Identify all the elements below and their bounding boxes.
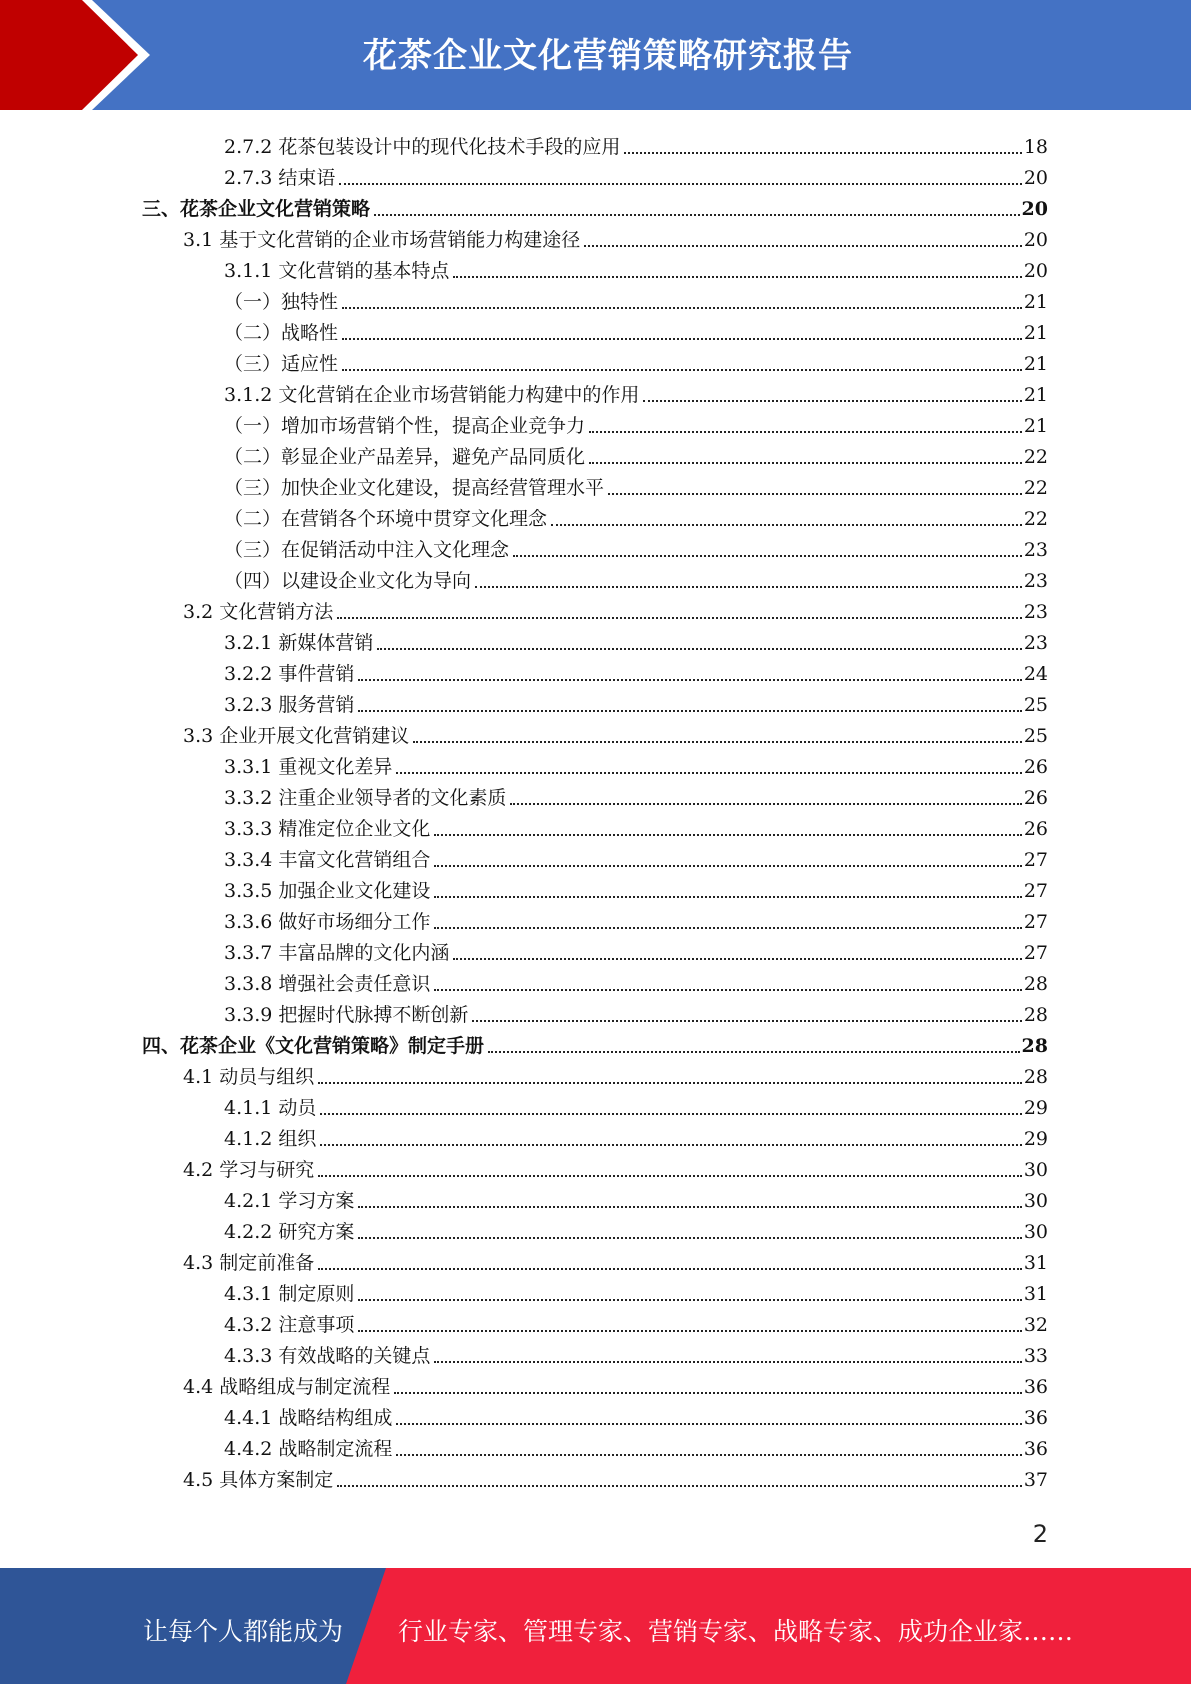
toc-entry-title: （二）彰显企业产品差异，避免产品同质化 [224,446,586,468]
toc-entry[interactable] [224,1182,1048,1213]
footer-slogan-left: 让每个人都能成为 [143,1617,344,1646]
toc-entry-title: 4.3.2 注意事项 [224,1314,355,1336]
toc-entry-page: 36 [1023,1407,1048,1429]
toc-entry-page: 26 [1023,818,1048,840]
toc-entry-title: 3.3.6 做好市场细分工作 [224,911,431,933]
toc-entry[interactable] [224,1337,1048,1368]
toc-entry-page: 25 [1023,694,1048,716]
toc-entry-title: （二）在营销各个环境中贯穿文化理念 [224,508,548,530]
toc-entry[interactable] [224,376,1048,407]
toc-entry[interactable] [183,593,1048,624]
footer-slogan-right: 行业专家、管理专家、营销专家、战略专家、成功企业家…… [398,1617,1074,1646]
toc-entry[interactable] [183,1368,1048,1399]
toc-entry[interactable] [183,1151,1048,1182]
toc-entry[interactable] [224,903,1048,934]
toc-entry-page: 20 [1023,167,1048,189]
toc-entry-title: 4.1.1 动员 [224,1097,317,1119]
toc-entry[interactable] [224,531,1048,562]
toc-dot-leader [589,462,1022,464]
toc-entry[interactable] [224,996,1048,1027]
toc-entry-title: 3.2 文化营销方法 [183,601,334,623]
toc-dot-leader [413,741,1022,743]
toc-entry-title: 3.3.9 把握时代脉搏不断创新 [224,1004,469,1026]
toc-entry-page: 28 [1023,973,1048,995]
toc-dot-leader [337,617,1022,619]
toc-entry-page: 27 [1023,911,1048,933]
toc-entry-title: 4.2.2 研究方案 [224,1221,355,1243]
toc-entry[interactable] [224,438,1048,469]
toc-entry-title: 3.3.2 注重企业领导者的文化素质 [224,787,507,809]
toc-dot-leader [608,493,1022,495]
toc-entry-page: 31 [1023,1252,1048,1274]
toc-entry[interactable] [224,655,1048,686]
toc-entry-page: 22 [1023,446,1048,468]
toc-entry-title: 3.1.1 文化营销的基本特点 [224,260,450,282]
toc-entry[interactable] [224,345,1048,376]
toc-entry[interactable] [224,159,1048,190]
toc-dot-leader [320,1144,1021,1146]
toc-entry[interactable] [224,562,1048,593]
toc-entry-page: 28 [1023,1004,1048,1026]
toc-entry-title: （三）适应性 [224,353,339,375]
toc-entry[interactable] [224,407,1048,438]
toc-dot-leader [513,555,1022,557]
toc-entry-page: 20 [1021,198,1048,220]
toc-dot-leader [358,679,1021,681]
toc-entry-title: 4.1.2 组织 [224,1128,317,1150]
toc-entry[interactable] [224,128,1048,159]
toc-entry-title: 4.3.1 制定原则 [224,1283,355,1305]
toc-entry[interactable] [224,469,1048,500]
toc-entry-page: 26 [1023,787,1048,809]
toc-dot-leader [584,245,1022,247]
toc-entry-page: 27 [1023,942,1048,964]
toc-entry-title: 4.4.2 战略制定流程 [224,1438,393,1460]
toc-entry-title: 3.1.2 文化营销在企业市场营销能力构建中的作用 [224,384,640,406]
toc-entry-page: 21 [1023,384,1048,406]
toc-dot-leader [318,1268,1022,1270]
toc-dot-leader [643,400,1021,402]
toc-entry-page: 36 [1023,1438,1048,1460]
toc-entry-page: 20 [1023,260,1048,282]
toc-entry-title: 2.7.3 结束语 [224,167,336,189]
toc-entry-title: 3.3 企业开展文化营销建议 [183,725,410,747]
toc-entry-title: 4.4.1 战略结构组成 [224,1407,393,1429]
toc-dot-leader [453,958,1021,960]
toc-entry-page: 33 [1023,1345,1048,1367]
toc-dot-leader [358,1330,1021,1332]
toc-entry-title: （二）战略性 [224,322,339,344]
toc-entry[interactable] [183,717,1048,748]
toc-entry-title: （一）独特性 [224,291,339,313]
toc-entry[interactable] [224,686,1048,717]
toc-entry-title: 4.3 制定前准备 [183,1252,315,1274]
toc-entry-page: 26 [1023,756,1048,778]
toc-dot-leader [358,1237,1021,1239]
toc-entry-page: 23 [1023,570,1048,592]
toc-entry-page: 23 [1023,539,1048,561]
toc-entry[interactable] [224,314,1048,345]
toc-entry-page: 21 [1023,415,1048,437]
toc-entry-title: 4.1 动员与组织 [183,1066,315,1088]
toc-entry-page: 30 [1023,1221,1048,1243]
toc-entry-title: 3.2.1 新媒体营销 [224,632,374,654]
toc-entry[interactable] [183,221,1048,252]
toc-entry-page: 31 [1023,1283,1048,1305]
toc-entry[interactable] [224,624,1048,655]
toc-entry[interactable] [224,1089,1048,1120]
toc-entry[interactable] [183,1244,1048,1275]
toc-dot-leader [342,338,1022,340]
toc-dot-leader [551,524,1022,526]
toc-dot-leader [434,927,1021,929]
toc-dot-leader [488,1051,1020,1053]
toc-entry-title: 3.1 基于文化营销的企业市场营销能力构建途径 [183,229,581,251]
toc-entry-title: 4.2 学习与研究 [183,1159,315,1181]
toc-dot-leader [318,1082,1022,1084]
toc-entry-page: 22 [1023,508,1048,530]
toc-entry[interactable] [224,1275,1048,1306]
toc-entry-page: 21 [1023,291,1048,313]
toc-dot-leader [339,183,1021,185]
toc-dot-leader [475,586,1022,588]
toc-entry[interactable] [224,965,1048,996]
toc-dot-leader [434,896,1021,898]
toc-dot-leader [377,648,1021,650]
toc-entry-page: 18 [1023,136,1048,158]
toc-entry[interactable] [224,748,1048,779]
toc-entry-page: 29 [1023,1097,1048,1119]
toc-dot-leader [337,1485,1022,1487]
toc-entry-title: 3.3.5 加强企业文化建设 [224,880,431,902]
toc-entry-page: 27 [1023,880,1048,902]
toc-entry[interactable] [142,190,1048,221]
toc-dot-leader [510,803,1021,805]
toc-entry-title: （四）以建设企业文化为导向 [224,570,472,592]
toc-dot-leader [624,152,1021,154]
toc-entry-title: 3.2.2 事件营销 [224,663,355,685]
toc-entry-title: 3.3.1 重视文化差异 [224,756,393,778]
toc-entry-title: 四、花茶企业《文化营销策略》制定手册 [142,1035,485,1057]
toc-entry-title: 3.3.3 精准定位企业文化 [224,818,431,840]
toc-entry[interactable] [142,1027,1048,1058]
toc-entry-page: 29 [1023,1128,1048,1150]
toc-dot-leader [434,989,1021,991]
toc-entry-page: 22 [1023,477,1048,499]
toc-entry[interactable] [224,1306,1048,1337]
toc-entry[interactable] [224,841,1048,872]
toc-dot-leader [396,1423,1021,1425]
page-header [0,0,1191,110]
toc-entry-page: 32 [1023,1314,1048,1336]
toc-entry-title: （三）加快企业文化建设，提高经营管理水平 [224,477,605,499]
toc-dot-leader [434,865,1021,867]
toc-entry[interactable] [224,1430,1048,1461]
toc-entry[interactable] [224,810,1048,841]
toc-entry-title: （三）在促销活动中注入文化理念 [224,539,510,561]
toc-dot-leader [472,1020,1021,1022]
toc-dot-leader [374,214,1020,216]
toc-entry-title: 4.3.3 有效战略的关键点 [224,1345,431,1367]
toc-dot-leader [358,1206,1021,1208]
toc-dot-leader [453,276,1021,278]
toc-dot-leader [396,772,1021,774]
toc-dot-leader [358,710,1021,712]
page-number: 2 [1032,1520,1048,1548]
toc-entry-title: 3.3.7 丰富品牌的文化内涵 [224,942,450,964]
toc-entry[interactable] [224,872,1048,903]
toc-dot-leader [342,369,1022,371]
toc-dot-leader [396,1454,1021,1456]
toc-dot-leader [394,1392,1022,1394]
toc-entry-page: 28 [1023,1066,1048,1088]
toc-entry-page: 28 [1021,1035,1048,1057]
toc-entry[interactable] [224,1120,1048,1151]
toc-entry[interactable] [224,500,1048,531]
toc-entry-page: 24 [1023,663,1048,685]
toc-entry-page: 21 [1023,353,1048,375]
toc-dot-leader [434,834,1021,836]
toc-entry-title: 三、花茶企业文化营销策略 [142,198,371,220]
toc-entry-title: （一）增加市场营销个性，提高企业竞争力 [224,415,586,437]
document-title: 花茶企业文化营销策略研究报告 [363,36,853,76]
toc-entry-page: 25 [1023,725,1048,747]
toc-entry-title: 2.7.2 花茶包装设计中的现代化技术手段的应用 [224,136,621,158]
toc-entry[interactable] [224,1213,1048,1244]
toc-entry-title: 3.3.4 丰富文化营销组合 [224,849,431,871]
toc-entry-page: 36 [1023,1376,1048,1398]
toc-entry[interactable] [224,779,1048,810]
toc-entry[interactable] [224,1399,1048,1430]
toc-dot-leader [589,431,1022,433]
toc-entry[interactable] [183,1058,1048,1089]
toc-dot-leader [320,1113,1021,1115]
toc-entry-page: 23 [1023,601,1048,623]
toc-entry[interactable] [224,283,1048,314]
toc-entry[interactable] [224,934,1048,965]
toc-entry[interactable] [224,252,1048,283]
toc-entry-title: 4.2.1 学习方案 [224,1190,355,1212]
toc-entry-page: 23 [1023,632,1048,654]
toc-entry-page: 30 [1023,1159,1048,1181]
toc-entry-title: 3.2.3 服务营销 [224,694,355,716]
toc-entry-page: 20 [1023,229,1048,251]
toc-entry-page: 21 [1023,322,1048,344]
toc-dot-leader [358,1299,1021,1301]
toc-dot-leader [318,1175,1022,1177]
toc-entry-title: 4.5 具体方案制定 [183,1469,334,1491]
toc-dot-leader [434,1361,1021,1363]
toc-entry-title: 4.4 战略组成与制定流程 [183,1376,391,1398]
toc-entry-page: 30 [1023,1190,1048,1212]
toc-entry-title: 3.3.8 增强社会责任意识 [224,973,431,995]
toc-entry-page: 37 [1023,1469,1048,1491]
page-footer [0,1568,1191,1684]
toc-dot-leader [342,307,1022,309]
toc-entry[interactable] [183,1461,1048,1492]
toc-entry-page: 27 [1023,849,1048,871]
